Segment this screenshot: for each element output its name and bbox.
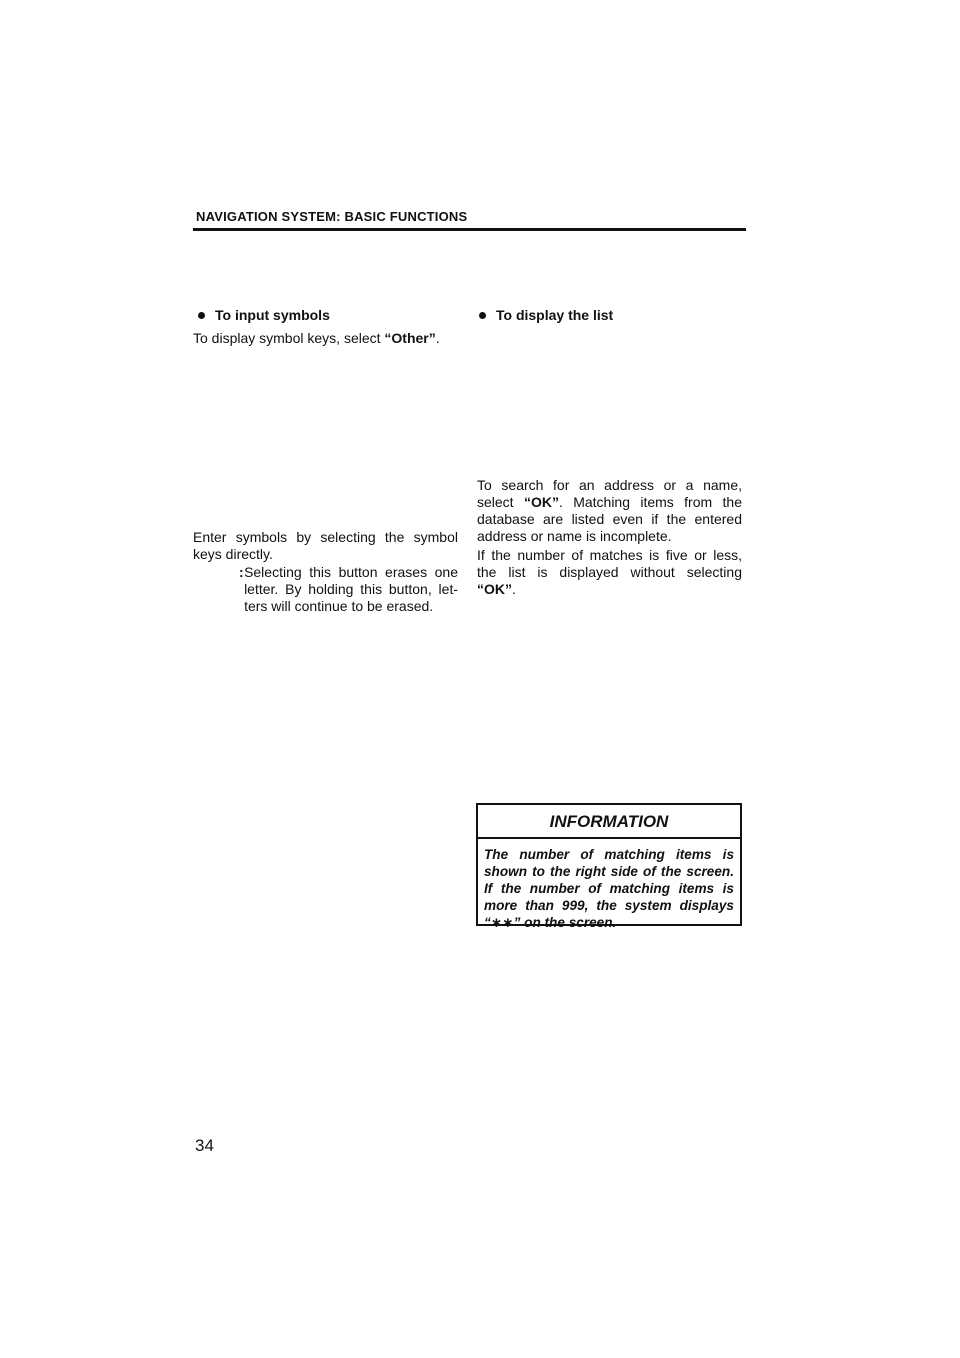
bullet-icon (479, 312, 486, 319)
symbols-paragraph: Enter symbols by selecting the symbol keys directly. (193, 529, 458, 562)
ok-key-ref: “OK” (477, 581, 512, 597)
heading-input-symbols-text: To input symbols (215, 307, 330, 323)
bullet-icon (198, 312, 205, 319)
information-box (476, 803, 742, 930)
list-paragraph-1 (477, 477, 742, 545)
page-number: 34 (195, 1136, 214, 1155)
backspace-colon: : (239, 564, 244, 580)
other-key-ref: “Other” (384, 330, 436, 346)
list-paragraph-2 (477, 547, 742, 598)
list-paragraph-2-suffix: . (512, 581, 516, 597)
backspace-description: Selecting this button erases one letter. By holding this button, let-ters will continue to be erased. (244, 564, 458, 614)
heading-display-list-text: To display the list (496, 307, 614, 323)
information-title: INFORMATION (478, 805, 740, 839)
symbols-intro-prefix: To display symbol keys, select (193, 330, 385, 346)
list-paragraph-2-prefix: If the number of matches is five or less, the list is displayed without selecting (477, 547, 742, 580)
header-rule (193, 228, 746, 231)
symbols-intro (193, 330, 458, 347)
symbols-intro-suffix: . (435, 330, 440, 346)
heading-input-symbols (196, 307, 330, 323)
backspace-note (239, 564, 458, 615)
list-paragraph-1-prefix: To search for an address or a name, select (477, 477, 742, 510)
section-header: NAVIGATION SYSTEM: BASIC FUNCTIONS (196, 209, 468, 224)
information-text: The number of matching items is shown to the right side of the screen. If the number of matching items is more than 999, the system displays “∗∗” on the screen. (484, 847, 734, 930)
heading-display-list (477, 307, 613, 323)
ok-key-ref: “OK” (523, 494, 559, 510)
list-paragraph-1-suffix: . Matching items from the database are listed even if the entered address or name is incomplete. (477, 494, 742, 544)
